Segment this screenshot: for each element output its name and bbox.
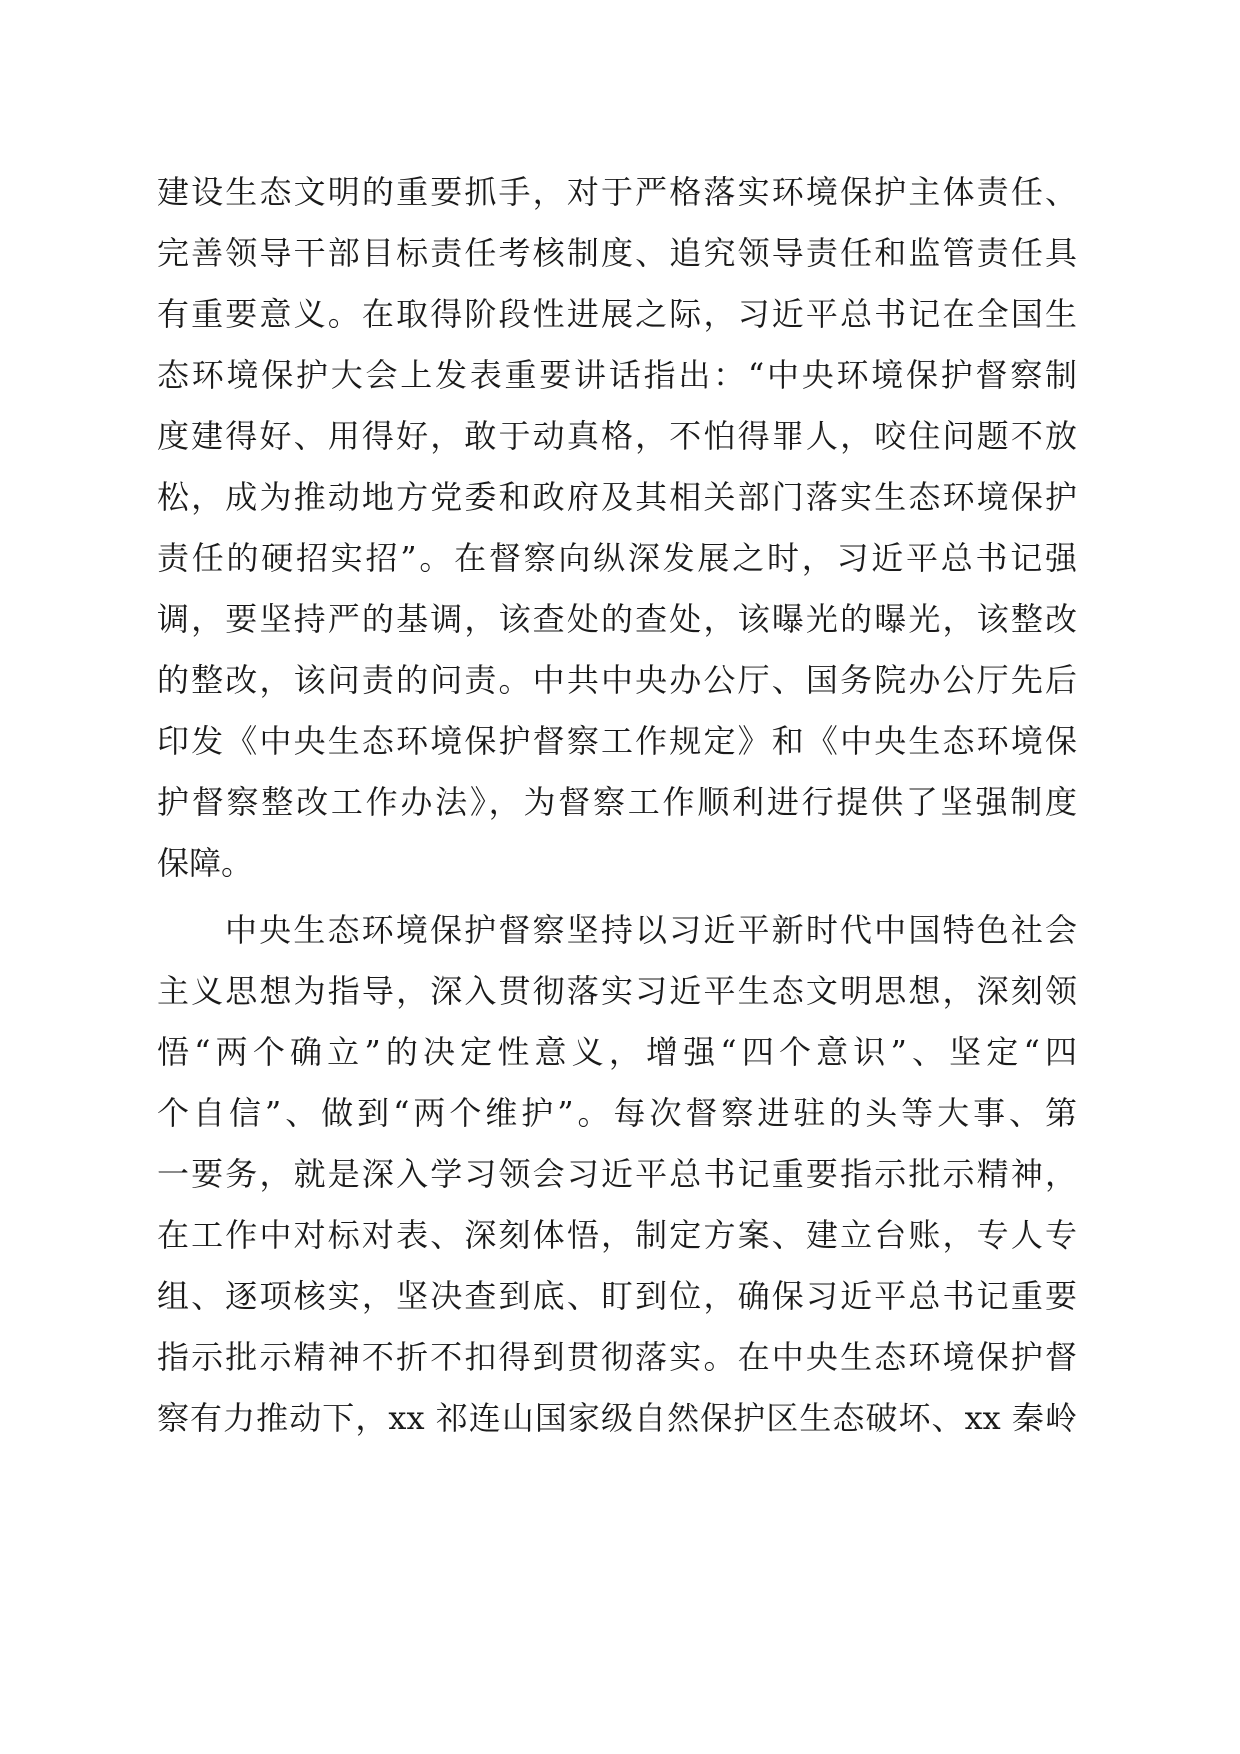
text-line: 印发《中央生态环境保护督察工作规定》和《中央生态环境保 (157, 722, 1077, 760)
text-line: 组、逐项核实，坚决查到底、盯到位，确保习近平总书记重要 (157, 1277, 1077, 1315)
text-line: 的整改，该问责的问责。中共中央办公厅、国务院办公厅先后 (157, 661, 1077, 699)
text-line: 调，要坚持严的基调，该查处的查处，该曝光的曝光，该整改 (157, 600, 1077, 638)
text-line: 个自信”、做到“两个维护”。每次督察进驻的头等大事、第 (157, 1094, 1077, 1132)
text-line: 松，成为推动地方党委和政府及其相关部门落实生态环境保护 (157, 478, 1077, 516)
text-line: 保障。 (157, 844, 254, 882)
text-line: 责任的硬招实招”。在督察向纵深发展之时，习近平总书记强 (157, 539, 1077, 577)
paragraph-1 (157, 162, 1077, 894)
text-line: 一要务，就是深入学习领会习近平总书记重要指示批示精神， (157, 1155, 1077, 1193)
text-line: 态环境保护大会上发表重要讲话指出：“中央环境保护督察制 (157, 356, 1077, 394)
paragraph-2 (157, 900, 1077, 1449)
text-line: 察有力推动下，xx 祁连山国家级自然保护区生态破坏、xx 秦岭 (157, 1399, 1077, 1437)
text-line: 建设生态文明的重要抓手，对于严格落实环境保护主体责任、 (157, 173, 1077, 211)
text-line: 在工作中对标对表、深刻体悟，制定方案、建立台账，专人专 (157, 1216, 1077, 1254)
text-line: 中央生态环境保护督察坚持以习近平新时代中国特色社会 (225, 911, 1077, 949)
text-line: 悟“两个确立”的决定性意义，增强“四个意识”、坚定“四 (157, 1033, 1077, 1071)
text-line: 指示批示精神不折不扣得到贯彻落实。在中央生态环境保护督 (157, 1338, 1077, 1376)
text-line: 护督察整改工作办法》，为督察工作顺利进行提供了坚强制度 (157, 783, 1077, 821)
text-line: 有重要意义。在取得阶段性进展之际，习近平总书记在全国生 (157, 295, 1077, 333)
text-line: 度建得好、用得好，敢于动真格，不怕得罪人，咬住问题不放 (157, 417, 1077, 455)
text-line: 完善领导干部目标责任考核制度、追究领导责任和监管责任具 (157, 234, 1077, 272)
document-body (157, 162, 1077, 1449)
text-line: 主义思想为指导，深入贯彻落实习近平生态文明思想，深刻领 (157, 972, 1077, 1010)
